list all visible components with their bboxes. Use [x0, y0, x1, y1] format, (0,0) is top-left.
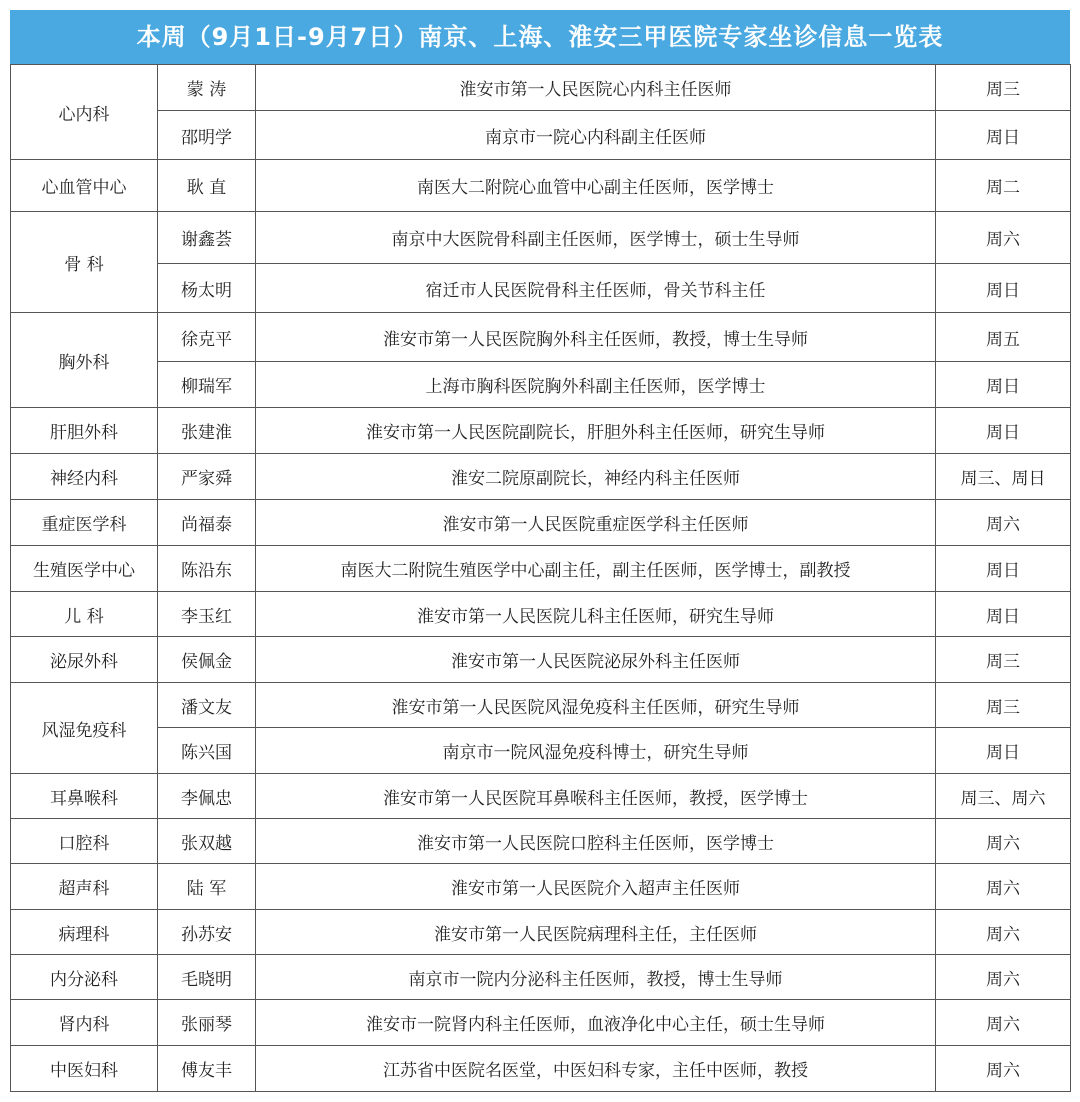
doctor-name-cell: 傅友丰: [158, 1046, 256, 1092]
department-cell: 心血管中心: [11, 160, 158, 212]
table-row: [11, 819, 1071, 864]
clinic-day-cell: 周三、周日: [936, 454, 1071, 500]
clinic-day-cell: 周日: [936, 592, 1071, 637]
department-cell: 口腔科: [11, 819, 158, 864]
table-row: [11, 864, 1071, 910]
doctor-name-cell: 张建淮: [158, 408, 256, 454]
doctor-info-cell: 淮安市第一人民医院口腔科主任医师，医学博士: [256, 819, 936, 864]
table-row: [11, 546, 1071, 592]
department-cell: 肝胆外科: [11, 408, 158, 454]
doctor-name-cell: 侯佩金: [158, 637, 256, 683]
doctor-name-cell: 陈兴国: [158, 728, 256, 774]
doctor-info-cell: 宿迁市人民医院骨科主任医师，骨关节科主任: [256, 264, 936, 313]
department-cell: 心内科: [11, 65, 158, 160]
doctor-info-cell: 南京市一院心内科副主任医师: [256, 111, 936, 160]
doctor-info-cell: 南京市一院内分泌科主任医师，教授，博士生导师: [256, 955, 936, 1000]
clinic-day-cell: 周六: [936, 955, 1071, 1000]
clinic-day-cell: 周日: [936, 546, 1071, 592]
doctor-info-cell: 淮安市第一人民医院介入超声主任医师: [256, 864, 936, 910]
doctor-name-cell: 张丽琴: [158, 1000, 256, 1046]
table-row: [11, 955, 1071, 1000]
department-cell: 儿 科: [11, 592, 158, 637]
table-row: [11, 1000, 1071, 1046]
table-row: [11, 774, 1071, 819]
department-cell: 风湿免疫科: [11, 683, 158, 774]
department-cell: 超声科: [11, 864, 158, 910]
doctor-name-cell: 邵明学: [158, 111, 256, 160]
clinic-day-cell: 周六: [936, 819, 1071, 864]
table-row: [11, 362, 1071, 408]
department-cell: 中医妇科: [11, 1046, 158, 1092]
clinic-day-cell: 周三: [936, 65, 1071, 111]
clinic-day-cell: 周日: [936, 264, 1071, 313]
doctor-name-cell: 李玉红: [158, 592, 256, 637]
clinic-day-cell: 周二: [936, 160, 1071, 212]
clinic-day-cell: 周日: [936, 408, 1071, 454]
department-cell: 神经内科: [11, 454, 158, 500]
doctor-info-cell: 江苏省中医院名医堂，中医妇科专家，主任中医师，教授: [256, 1046, 936, 1092]
doctor-name-cell: 徐克平: [158, 313, 256, 362]
clinic-day-cell: 周三、周六: [936, 774, 1071, 819]
table-row: [11, 592, 1071, 637]
clinic-day-cell: 周三: [936, 637, 1071, 683]
doctor-info-cell: 南医大二附院生殖医学中心副主任，副主任医师，医学博士，副教授: [256, 546, 936, 592]
doctor-name-cell: 陈沿东: [158, 546, 256, 592]
doctor-name-cell: 潘文友: [158, 683, 256, 728]
doctor-info-cell: 上海市胸科医院胸外科副主任医师，医学博士: [256, 362, 936, 408]
table-row: [11, 683, 1071, 728]
doctor-name-cell: 严家舜: [158, 454, 256, 500]
schedule-sheet: [10, 10, 1070, 1092]
clinic-day-cell: 周六: [936, 212, 1071, 264]
table-row: [11, 500, 1071, 546]
doctor-info-cell: 淮安市第一人民医院副院长，肝胆外科主任医师，研究生导师: [256, 408, 936, 454]
table-row: [11, 160, 1071, 212]
doctor-name-cell: 陆 军: [158, 864, 256, 910]
department-cell: 生殖医学中心: [11, 546, 158, 592]
doctor-info-cell: 南京市一院风湿免疫科博士，研究生导师: [256, 728, 936, 774]
doctor-info-cell: 淮安二院原副院长，神经内科主任医师: [256, 454, 936, 500]
clinic-day-cell: 周五: [936, 313, 1071, 362]
doctor-name-cell: 杨太明: [158, 264, 256, 313]
clinic-day-cell: 周六: [936, 500, 1071, 546]
doctor-name-cell: 张双越: [158, 819, 256, 864]
doctor-info-cell: 南医大二附院心血管中心副主任医师，医学博士: [256, 160, 936, 212]
doctor-name-cell: 耿 直: [158, 160, 256, 212]
doctor-name-cell: 孙苏安: [158, 910, 256, 955]
doctor-name-cell: 柳瑞军: [158, 362, 256, 408]
department-cell: 重症医学科: [11, 500, 158, 546]
department-cell: 骨 科: [11, 212, 158, 313]
doctor-info-cell: 淮安市第一人民医院病理科主任，主任医师: [256, 910, 936, 955]
clinic-day-cell: 周日: [936, 362, 1071, 408]
table-row: [11, 111, 1071, 160]
expert-schedule-table: [10, 64, 1071, 1092]
department-cell: 肾内科: [11, 1000, 158, 1046]
department-cell: 病理科: [11, 910, 158, 955]
doctor-info-cell: 淮安市第一人民医院胸外科主任医师，教授，博士生导师: [256, 313, 936, 362]
table-row: [11, 212, 1071, 264]
doctor-info-cell: 淮安市一院肾内科主任医师，血液净化中心主任，硕士生导师: [256, 1000, 936, 1046]
doctor-info-cell: 淮安市第一人民医院儿科主任医师，研究生导师: [256, 592, 936, 637]
department-cell: 内分泌科: [11, 955, 158, 1000]
doctor-name-cell: 尚福泰: [158, 500, 256, 546]
clinic-day-cell: 周日: [936, 111, 1071, 160]
table-row: [11, 1046, 1071, 1092]
doctor-info-cell: 淮安市第一人民医院风湿免疫科主任医师，研究生导师: [256, 683, 936, 728]
department-cell: 胸外科: [11, 313, 158, 408]
doctor-name-cell: 李佩忠: [158, 774, 256, 819]
doctor-info-cell: 淮安市第一人民医院泌尿外科主任医师: [256, 637, 936, 683]
department-cell: 耳鼻喉科: [11, 774, 158, 819]
doctor-info-cell: 淮安市第一人民医院重症医学科主任医师: [256, 500, 936, 546]
doctor-name-cell: 蒙 涛: [158, 65, 256, 111]
table-row: [11, 313, 1071, 362]
doctor-name-cell: 毛晓明: [158, 955, 256, 1000]
clinic-day-cell: 周三: [936, 683, 1071, 728]
table-row: [11, 637, 1071, 683]
table-row: [11, 264, 1071, 313]
department-cell: 泌尿外科: [11, 637, 158, 683]
clinic-day-cell: 周六: [936, 910, 1071, 955]
clinic-day-cell: 周六: [936, 1000, 1071, 1046]
doctor-info-cell: 南京中大医院骨科副主任医师，医学博士，硕士生导师: [256, 212, 936, 264]
table-row: [11, 910, 1071, 955]
table-row: [11, 454, 1071, 500]
table-row: [11, 65, 1071, 111]
table-row: [11, 408, 1071, 454]
table-row: [11, 728, 1071, 774]
clinic-day-cell: 周六: [936, 864, 1071, 910]
clinic-day-cell: 周日: [936, 728, 1071, 774]
table-title: 本周（9月1日-9月7日）南京、上海、淮安三甲医院专家坐诊信息一览表: [10, 10, 1070, 64]
doctor-name-cell: 谢鑫荟: [158, 212, 256, 264]
doctor-info-cell: 淮安市第一人民医院耳鼻喉科主任医师，教授，医学博士: [256, 774, 936, 819]
schedule-rows: [11, 65, 1071, 1092]
doctor-info-cell: 淮安市第一人民医院心内科主任医师: [256, 65, 936, 111]
clinic-day-cell: 周六: [936, 1046, 1071, 1092]
